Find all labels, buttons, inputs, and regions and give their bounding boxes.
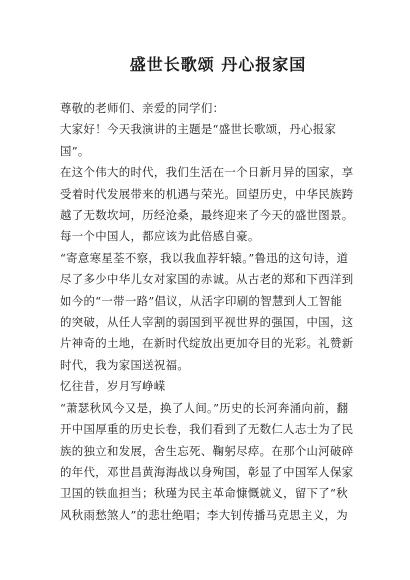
text-line: 每一个中国人，都应该为此倍感自豪。 [60,229,260,244]
text-line: 片神奇的土地，在新时代绽放出更加夺目的光彩。礼赞新 [60,336,354,351]
text-line: “萧瑟秋风今又是，换了人间。”历史的长河奔涌向前，翻 [60,400,349,415]
section-heading [60,376,364,397]
text-line: 国”。 [60,143,90,158]
text-line: 卫国的铁血担当；秋瑾为民主革命慷慨就义，留下了“秋 [60,486,348,501]
paragraph-lu-xun [60,248,364,376]
text-line: 大家好！今天我演讲的主题是“盛世长歌颂，丹心报家 [60,122,337,137]
text-line: 的年代，邓世昌黄海海战以身殉国，彰显了中国军人保家 [60,464,354,479]
text-line: 开中国厚重的历史长卷，我们看到了无数仁人志士为了民 [60,422,354,437]
document-body [60,98,364,526]
document-title: 盛世长歌颂 丹心报家国 [129,55,307,74]
text-line: 的突破，从任人宰割的弱国到平视世界的强国，中国，这 [60,315,354,330]
paragraph-era [60,162,364,248]
text-line: 尊敬的老师们、亲爱的同学们： [60,101,225,115]
text-line: “寄意寒星荃不察，我以我血荐轩辕。”鲁迅的这句诗，道 [60,250,349,265]
text-line: 在这个伟大的时代，我们生活在一个日新月异的国家，享 [60,165,354,180]
text-line: 族的独立和发展，舍生忘死、鞠躬尽瘁。在那个山河破碎 [60,443,354,458]
greeting-paragraph [60,98,364,119]
paragraph-intro [60,119,364,162]
text-line: 受着时代发展带来的机遇与荣光。回望历史，中华民族跨 [60,186,354,201]
text-line: 越了无数坎坷，历经沧桑，最终迎来了今天的盛世图景。 [60,208,354,223]
text-line: 尽了多少中华儿女对家国的赤诚。从古老的郑和下西洋到 [60,272,354,287]
text-line: 时代，我为家国送祝福。 [60,357,190,372]
text-line: 如今的“一带一路”倡议，从活字印刷的智慧到人工智能 [60,293,343,308]
text-line: 风秋雨愁煞人”的悲壮绝唱；李大钊传播马克思主义，为 [60,507,348,522]
text-line: 忆往昔，岁月写峥嵘 [60,379,166,394]
paragraph-history [60,398,364,526]
